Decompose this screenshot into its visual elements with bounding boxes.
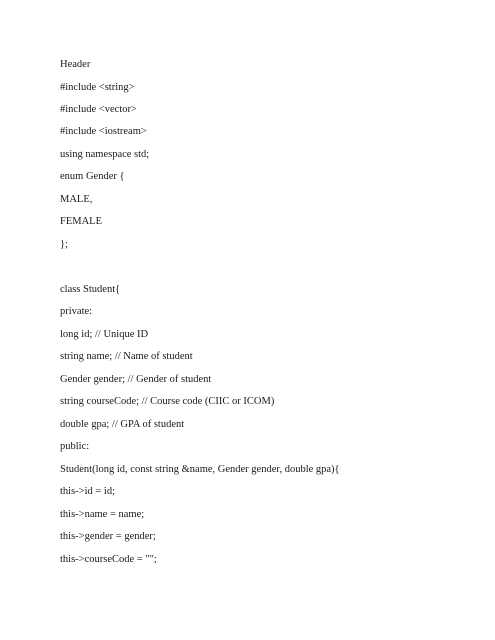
text-line-coursecode-field: string courseCode; // Course code (CIIC or ICOM) (60, 396, 275, 407)
text-line-private: private: (60, 306, 93, 317)
text-line-assign-gender: this->gender = gender; (60, 531, 156, 542)
text-line-public: public: (60, 441, 90, 452)
text-line-class-student: class Student{ (60, 284, 121, 295)
text-line-gpa-field: double gpa; // GPA of student (60, 419, 185, 430)
text-line-id-field: long id; // Unique ID (60, 329, 149, 340)
text-line-male: MALE, (60, 194, 93, 205)
text-line-header: Header (60, 59, 91, 70)
text-line-include-string: #include <string> (60, 82, 135, 93)
text-line-name-field: string name; // Name of student (60, 351, 193, 362)
text-line-constructor: Student(long id, const string &name, Gender gender, double gpa){ (60, 464, 340, 475)
text-line-include-vector: #include <vector> (60, 104, 137, 115)
text-line-assign-id: this->id = id; (60, 486, 116, 497)
text-line-female: FEMALE (60, 216, 102, 227)
code-text-block (60, 0, 480, 640)
text-line-enum-close: }; (60, 239, 68, 250)
text-line-gender-field: Gender gender; // Gender of student (60, 374, 212, 385)
text-line-assign-coursecode: this->courseCode = ""; (60, 554, 157, 565)
text-line-enum-gender: enum Gender { (60, 171, 125, 182)
text-line-assign-name: this->name = name; (60, 509, 145, 520)
text-line-using-namespace: using namespace std; (60, 149, 150, 160)
text-line-include-iostream: #include <iostream> (60, 126, 147, 137)
